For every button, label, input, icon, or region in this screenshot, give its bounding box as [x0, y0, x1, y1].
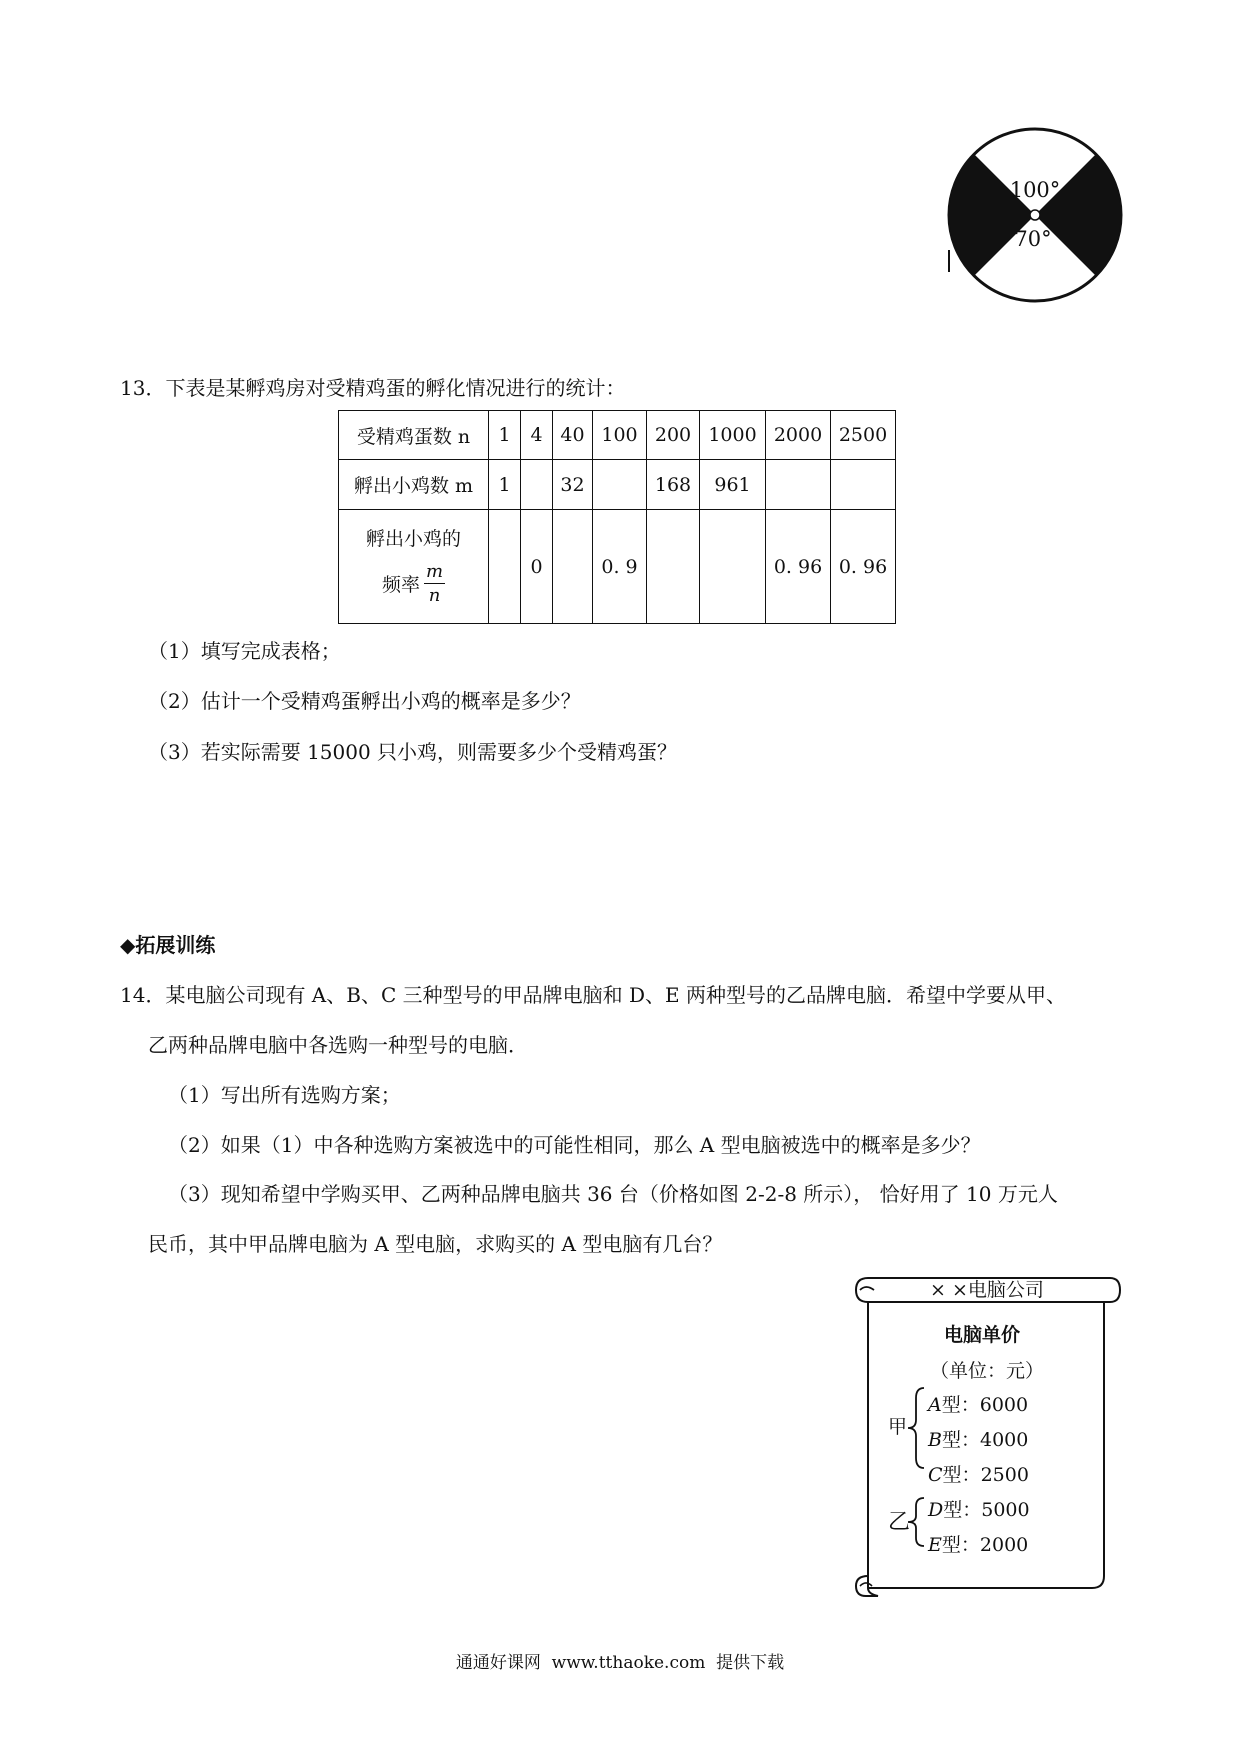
table-cell — [521, 460, 553, 510]
table-cell — [647, 510, 700, 624]
table-cell: 961 — [700, 460, 766, 510]
brand-yi-label: 乙 — [888, 1510, 911, 1535]
table-cell: 168 — [647, 460, 700, 510]
q13-part-1: （1）填写完成表格； — [148, 639, 341, 663]
frequency-label-line2: 频率 — [381, 574, 420, 597]
q13-part-3: （3）若实际需要 15000 只小鸡，则需要多少个受精鸡蛋？ — [148, 740, 678, 764]
table-cell: 1 — [489, 460, 521, 510]
fraction-m-over-n — [424, 561, 445, 606]
table-row-m — [339, 460, 896, 510]
q14-stem-line2: 乙两种品牌电脑中各选购一种型号的电脑． — [148, 1033, 528, 1057]
table-cell — [700, 510, 766, 624]
card-unit: （单位：元） — [930, 1360, 1045, 1382]
table-cell — [489, 510, 521, 624]
table-cell: 1 — [489, 411, 521, 460]
page-footer: 通通好课网 www.tthaoke.com 提供下载 — [455, 1653, 785, 1673]
table-cell: 2000 — [766, 411, 831, 460]
q14-stem-line1: 14．某电脑公司现有 A、B、C 三种型号的甲品牌电脑和 D、E 两种型号的乙品牌电脑．希望中学要从甲、 — [120, 983, 1066, 1007]
q13-stem: 13．下表是某孵鸡房对受精鸡蛋的孵化情况进行的统计： — [120, 376, 626, 400]
angle-bottom-label: 70° — [1014, 227, 1052, 251]
table-row-frequency — [339, 510, 896, 624]
spinner-figure — [945, 125, 1125, 305]
table-cell: 32 — [553, 460, 593, 510]
table-cell — [553, 510, 593, 624]
table-cell: 4 — [521, 411, 553, 460]
row-label-m: 孵出小鸡数 m — [339, 460, 489, 510]
q13-part-2: （2）估计一个受精鸡蛋孵出小鸡的概率是多少？ — [148, 689, 581, 713]
fraction-numerator: m — [425, 561, 444, 583]
table-cell — [831, 460, 896, 510]
card-company-name: × ×电脑公司 — [930, 1279, 1044, 1301]
table-cell: 2500 — [831, 411, 896, 460]
table-cell: 200 — [647, 411, 700, 460]
section-heading: ◆拓展训练 — [120, 933, 216, 957]
q14-part-2: （2）如果（1）中各种选购方案被选中的可能性相同，那么 A 型电脑被选中的概率是多少？ — [168, 1133, 981, 1157]
table-cell: 0 — [521, 510, 553, 624]
table-cell: 40 — [553, 411, 593, 460]
table-cell: 0. 96 — [766, 510, 831, 624]
table-cell: 0. 9 — [593, 510, 647, 624]
table-cell — [766, 460, 831, 510]
q14-part-3: （3）现知希望中学购买甲、乙两种品牌电脑共 36 台（价格如图 2-2-8 所示）， 恰好用了 10 万元人 — [168, 1182, 1058, 1206]
price-row-b: B型：4000 — [928, 1429, 1029, 1451]
brand-jia-label: 甲 — [888, 1416, 908, 1438]
table-cell — [593, 460, 647, 510]
fraction-denominator: n — [428, 585, 441, 607]
hatching-table — [338, 410, 896, 624]
frequency-label-line1: 孵出小鸡的 — [365, 527, 461, 550]
q14-part-1: （1）写出所有选购方案； — [168, 1083, 401, 1107]
price-card-figure — [852, 1276, 1122, 1604]
price-row-e: E型：2000 — [928, 1534, 1029, 1556]
price-row-c: C型：2500 — [928, 1464, 1029, 1486]
card-title: 电脑单价 — [944, 1324, 1021, 1346]
table-cell: 1000 — [700, 411, 766, 460]
table-row-n — [339, 411, 896, 460]
row-label-frequency — [339, 510, 489, 624]
q14-part-3-line2: 民币，其中甲品牌电脑为 A 型电脑，求购买的 A 型电脑有几台？ — [148, 1232, 723, 1256]
price-row-a: A型：6000 — [928, 1394, 1029, 1416]
row-label-n: 受精鸡蛋数 n — [339, 411, 489, 460]
price-row-d: D型：5000 — [928, 1499, 1030, 1521]
angle-top-label: 100° — [1009, 178, 1061, 202]
table-cell: 0. 96 — [831, 510, 896, 624]
figure-tick-mark — [948, 250, 950, 272]
table-cell: 100 — [593, 411, 647, 460]
